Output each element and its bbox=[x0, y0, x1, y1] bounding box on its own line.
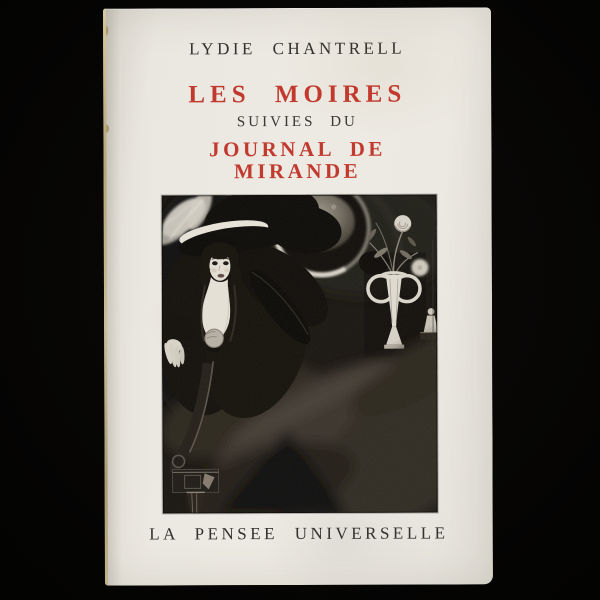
author-name: LYDIE CHANTRELL bbox=[189, 38, 406, 59]
book-title: LES MOIRES bbox=[188, 80, 407, 109]
book-cover bbox=[103, 7, 493, 585]
publisher-name: LA PENSEE UNIVERSELLE bbox=[149, 523, 449, 544]
book-subtitle: SUIVIES DU bbox=[236, 113, 358, 131]
cover-illustration bbox=[162, 195, 438, 514]
woman-in-black-hat-painting bbox=[162, 195, 438, 514]
second-title-line2: MIRANDE bbox=[233, 158, 362, 183]
book-second-title bbox=[103, 138, 491, 182]
second-title-line1: JOURNAL DE bbox=[209, 136, 386, 162]
